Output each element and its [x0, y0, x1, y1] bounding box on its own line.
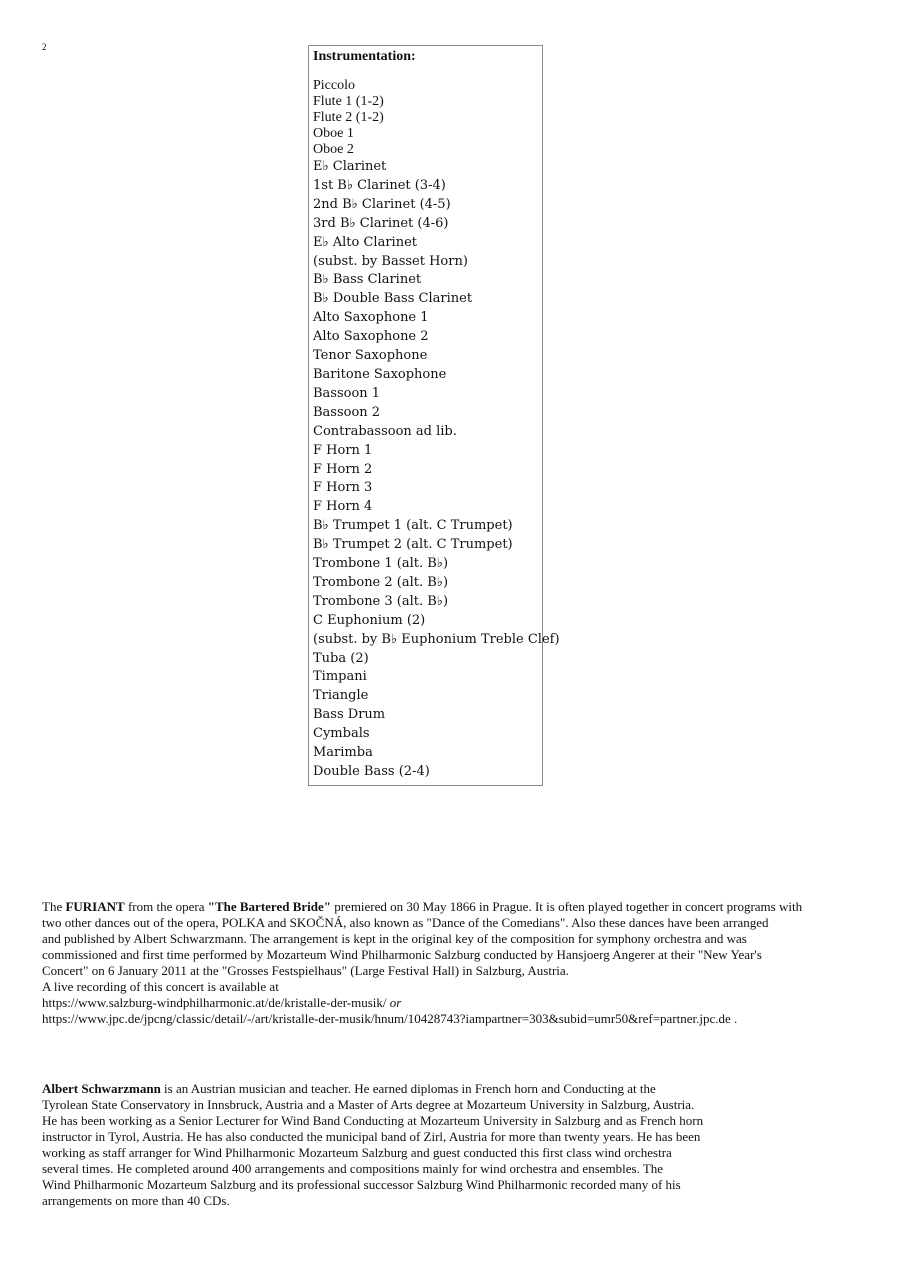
instrument-item: E♭ Clarinet	[313, 159, 387, 174]
instrument-item: Trombone 1 (alt. B♭)	[313, 556, 449, 572]
instrument-item: 1st B♭ Clarinet (3-4)	[313, 177, 446, 193]
furiant-title: FURIANT	[65, 899, 125, 914]
instrument-item: F Horn 4	[313, 499, 373, 515]
instrument-item: Timpani	[313, 669, 367, 685]
furiant-line-7	[42, 995, 862, 1011]
bio-line-3: He has been working as a Senior Lecturer for Wind Band Conducting at Mozarteum University in Salzburg and as French horn	[42, 1113, 704, 1128]
furiant-line-1	[42, 899, 862, 915]
instrument-item: Oboe 2	[313, 142, 354, 157]
instrument-item: F Horn 2	[313, 461, 373, 477]
recording-url-1: https://www.salzburg-windphilharmonic.at/de/kristalle-der-musik/	[42, 995, 387, 1010]
instrument-item: Piccolo	[313, 78, 355, 93]
instrument-item: Tuba (2)	[313, 650, 369, 666]
instrument-item: Bass Drum	[313, 707, 386, 723]
bio-line-6: several times. He completed around 400 arrangements and compositions mainly for wind orchestra and ensembles. The	[42, 1161, 664, 1176]
instrument-item: 2nd B♭ Clarinet (4-5)	[313, 196, 451, 212]
instrument-item: C Euphonium (2)	[313, 612, 426, 628]
text-or: or	[389, 995, 402, 1010]
instrument-item: B♭ Trumpet 2 (alt. C Trumpet)	[313, 537, 513, 553]
instrument-item: Flute 1 (1-2)	[313, 94, 384, 109]
bio-line-8: arrangements on more than 40 CDs.	[42, 1193, 230, 1208]
instrument-item: E♭ Alto Clarinet	[313, 234, 417, 250]
instrumentation-title: Instrumentation:	[313, 49, 416, 64]
bio-line-4: instructor in Tyrol, Austria. He has also conducted the municipal band of Zirl, Austria for more than twenty years. He has been	[42, 1129, 701, 1144]
instrument-item: 3rd B♭ Clarinet (4-6)	[313, 215, 449, 231]
instrument-item: F Horn 3	[313, 480, 373, 496]
instrumentation-list	[313, 78, 560, 782]
instrumentation-box	[308, 45, 560, 786]
furiant-line-4: commissioned and first time performed by Mozarteum Wind Philharmonic Salzburg conducted by Hansjoerg Angerer at their "New Year's	[42, 947, 762, 962]
instrument-item: (subst. by Basset Horn)	[313, 253, 468, 269]
recording-url-2: https://www.jpc.de/jpcng/classic/detail/-/art/kristalle-der-musik/hnum/10428743?iampartner=303&subid=umr50&ref=partner.jpc.de .	[42, 1011, 738, 1026]
instrument-item: F Horn 1	[313, 442, 373, 458]
instrument-item: Alto Saxophone 1	[313, 310, 429, 326]
text-the: The	[42, 899, 63, 914]
instrument-item: Flute 2 (1-2)	[313, 110, 384, 125]
text-from-opera: from the opera	[127, 899, 205, 914]
instrument-item: Double Bass (2-4)	[313, 764, 430, 779]
opera-title: "The Bartered Bride"	[207, 899, 331, 914]
instrument-item: Bassoon 2	[313, 404, 381, 420]
instrument-item: Contrabassoon ad lib.	[313, 423, 457, 439]
furiant-line-2: two other dances out of the opera, POLKA and SKOČNÁ, also known as "Dance of the Comedians". Also these dances have been arranged	[42, 915, 769, 930]
instrument-item: Trombone 2 (alt. B♭)	[313, 574, 449, 590]
instrument-item: Alto Saxophone 2	[313, 329, 429, 345]
instrument-item: Tenor Saxophone	[313, 348, 428, 364]
bio-line-1	[42, 1081, 762, 1097]
furiant-line-5: Concert" on 6 January 2011 at the "Grosses Festspielhaus" (Large Festival Hall) in Salzburg, Austria.	[42, 963, 569, 978]
bio-line-7: Wind Philharmonic Mozarteum Salzburg and its professional successor Salzburg Wind Philharmonic recorded many of his	[42, 1177, 681, 1192]
bio-line-2: Tyrolean State Conservatory in Innsbruck, Austria and a Master of Arts degree at Mozarteum University in Salzburg, Austria.	[42, 1097, 695, 1112]
bio-line-5: working as staff arranger for Wind Philharmonic Mozarteum Salzburg and guest conducted this first class wind orchestra	[42, 1145, 672, 1160]
instrument-item: B♭ Bass Clarinet	[313, 272, 422, 288]
instrument-item: Oboe 1	[313, 126, 354, 141]
furiant-line-3: and published by Albert Schwarzmann. The arrangement is kept in the original key of the composition for symphony orchestra and was	[42, 931, 747, 946]
furiant-description	[42, 899, 862, 1027]
instrument-item: Cymbals	[313, 726, 370, 742]
instrument-item: B♭ Double Bass Clarinet	[313, 291, 473, 307]
instrument-item: B♭ Trumpet 1 (alt. C Trumpet)	[313, 518, 513, 534]
text-line1-rest: premiered on 30 May 1866 in Prague. It is often played together in concert programs with	[334, 899, 803, 914]
arranger-biography	[42, 1081, 762, 1209]
instrument-item: Triangle	[313, 688, 369, 704]
instrument-item: (subst. by B♭ Euphonium Treble Clef)	[313, 631, 560, 647]
instrument-item: Bassoon 1	[313, 385, 381, 401]
instrument-item: Baritone Saxophone	[313, 366, 447, 382]
furiant-line-6: A live recording of this concert is available at	[42, 979, 279, 994]
arranger-name: Albert Schwarzmann	[42, 1081, 161, 1096]
instrument-item: Marimba	[313, 745, 373, 761]
page-number: 2	[42, 42, 47, 52]
instrument-item: Trombone 3 (alt. B♭)	[313, 593, 449, 609]
bio-line1-rest: is an Austrian musician and teacher. He earned diplomas in French horn and Conducting at the	[164, 1081, 656, 1096]
